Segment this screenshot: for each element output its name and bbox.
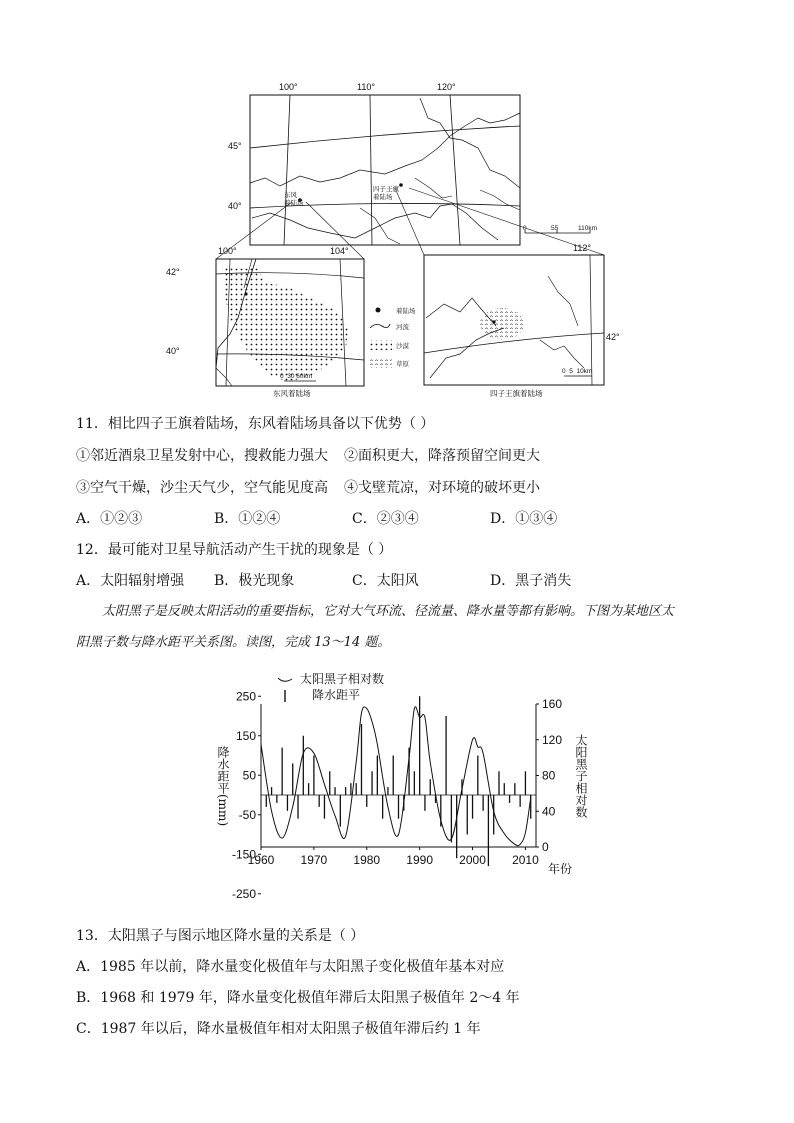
y-right-tick-label: 160 <box>542 697 563 711</box>
main-map-frame <box>250 95 520 245</box>
q11-option-1: ①邻近酒泉卫星发射中心，搜救能力强大 <box>76 448 328 464</box>
y-left-tick-label: -250 <box>231 886 256 901</box>
scale-top-55: 55 <box>551 225 559 232</box>
left-inset-caption: 东风着陆场 <box>273 389 311 398</box>
q11-choice-d[interactable]: D．①③④ <box>490 511 558 527</box>
scale-top-110km: 110km <box>578 225 598 232</box>
y-right-tick-label: 0 <box>542 840 549 854</box>
q11-choice-a[interactable]: A．①②③ <box>76 511 143 527</box>
legend-river-symbol <box>370 324 390 328</box>
legend-symbols <box>276 672 296 702</box>
scale-top-0: 0 <box>523 225 527 232</box>
x-tick-label: 1980 <box>353 853 381 867</box>
q12-choice-a[interactable]: A．太阳辐射增强 <box>76 573 185 589</box>
legend-desert-label: 沙漠 <box>396 343 409 350</box>
x-tick-label: 1970 <box>300 853 328 867</box>
q11-option-2: ②面积更大，降落预留空间更大 <box>344 448 540 464</box>
siziwang-site-marker <box>399 183 403 187</box>
y-left-tick-label: -150 <box>231 847 256 862</box>
intro-line-1: 太阳黑子是反映太阳活动的重要指标，它对大气环流、径流量、降水量等都有影响。下图为某地区太 <box>102 604 675 619</box>
y-right-axis-title: 太阳黑子相对数 <box>574 734 588 818</box>
q11-option-4: ④戈壁荒凉，对环境的破坏更小 <box>344 480 540 496</box>
y-left-axis-title: 降水距平(mm) <box>216 746 230 827</box>
legend-sunspot-line <box>278 678 292 681</box>
q13-choice-a[interactable]: A．1985 年以前，降水量变化极值年与太阳黑子变化极值年基本对应 <box>76 959 505 975</box>
legend-precip-label: 降水距平 <box>312 688 361 702</box>
chart-svg <box>206 664 596 901</box>
y-left-tick-label: -50 <box>238 807 256 822</box>
legend-grass-symbol <box>370 358 392 368</box>
legend-grass-label: 草原 <box>396 361 409 368</box>
y-right-tick-label: 120 <box>542 732 563 747</box>
lat-label-40: 40° <box>228 201 242 211</box>
right-inset-lon-112: 112° <box>573 243 591 253</box>
q12-choice-d[interactable]: D．黑子消失 <box>490 573 572 589</box>
x-axis-title: 年份 <box>548 862 573 876</box>
x-tick-label: 1990 <box>406 853 434 867</box>
q11-choice-c[interactable]: C．②③④ <box>352 511 419 527</box>
x-tick-label: 1960 <box>247 853 275 867</box>
lon-label-100: 100° <box>279 82 298 92</box>
left-inset-desert <box>222 266 348 382</box>
y-left-tick-label: 250 <box>235 689 256 704</box>
siziwang-site-label: 四子王旗 着陆场 <box>373 186 399 201</box>
q13-choice-c[interactable]: C．1987 年以后，降水量极值年相对太阳黑子极值年滞后约 1 年 <box>76 1021 481 1037</box>
right-inset-scale: 0 5 10km <box>562 368 593 375</box>
legend-river-label: 河流 <box>396 324 409 331</box>
dongfeng-site-label: 东风 着陆场 <box>284 192 304 207</box>
right-inset-lat-42: 42° <box>606 332 620 342</box>
left-inset-lat-40: 40° <box>166 346 180 356</box>
right-inset-grassland <box>480 308 524 340</box>
map-figure <box>160 78 620 400</box>
y-right-tick-label: 80 <box>542 768 556 783</box>
sunspot-precip-chart <box>206 664 596 901</box>
q12-stem: 12．最可能对卫星导航活动产生干扰的现象是（ ） <box>76 542 393 558</box>
left-inset-lat-42: 42° <box>166 267 180 277</box>
intro-line-2: 阳黑子数与降水距平关系图。读图，完成 13～14 题。 <box>76 635 391 650</box>
left-inset-lon-100: 100° <box>218 246 237 256</box>
q13-stem: 13．太阳黑子与图示地区降水量的关系是（ ） <box>76 928 365 944</box>
lat-label-45: 45° <box>228 141 242 151</box>
lon-label-110: 110° <box>357 82 375 92</box>
q11-stem: 11．相比四子王旗着陆场，东风着陆场具备以下优势（ ） <box>76 416 435 432</box>
y-left-tick-label: 50 <box>242 768 256 783</box>
q11-option-3: ③空气干燥，沙尘天气少，空气能见度高 <box>76 480 328 496</box>
y-right-tick-label: 40 <box>542 804 556 819</box>
legend-desert-symbol <box>370 340 392 350</box>
legend-site-label: 着陆场 <box>396 308 416 315</box>
q12-choice-c[interactable]: C．太阳风 <box>352 573 419 589</box>
right-inset-caption: 四子王旗着陆场 <box>490 389 543 398</box>
map-svg <box>160 78 620 400</box>
x-tick-label: 2000 <box>459 853 486 867</box>
legend-sunspot-label: 太阳黑子相对数 <box>300 672 385 686</box>
legend-site-symbol <box>376 308 381 313</box>
left-inset-lon-104: 104° <box>330 246 349 256</box>
x-tick-label: 2010 <box>512 853 539 867</box>
left-inset-scale: 0 30 60km <box>280 373 313 380</box>
lon-label-120: 120° <box>437 82 456 92</box>
q13-choice-b[interactable]: B．1968 和 1979 年，降水量变化极值年滞后太阳黑子极值年 2～4 年 <box>76 990 520 1006</box>
sunspot-series-line <box>261 707 531 846</box>
q11-choice-b[interactable]: B．①②④ <box>214 511 281 527</box>
q12-choice-b[interactable]: B．极光现象 <box>214 573 295 589</box>
y-left-tick-label: 150 <box>235 728 256 743</box>
